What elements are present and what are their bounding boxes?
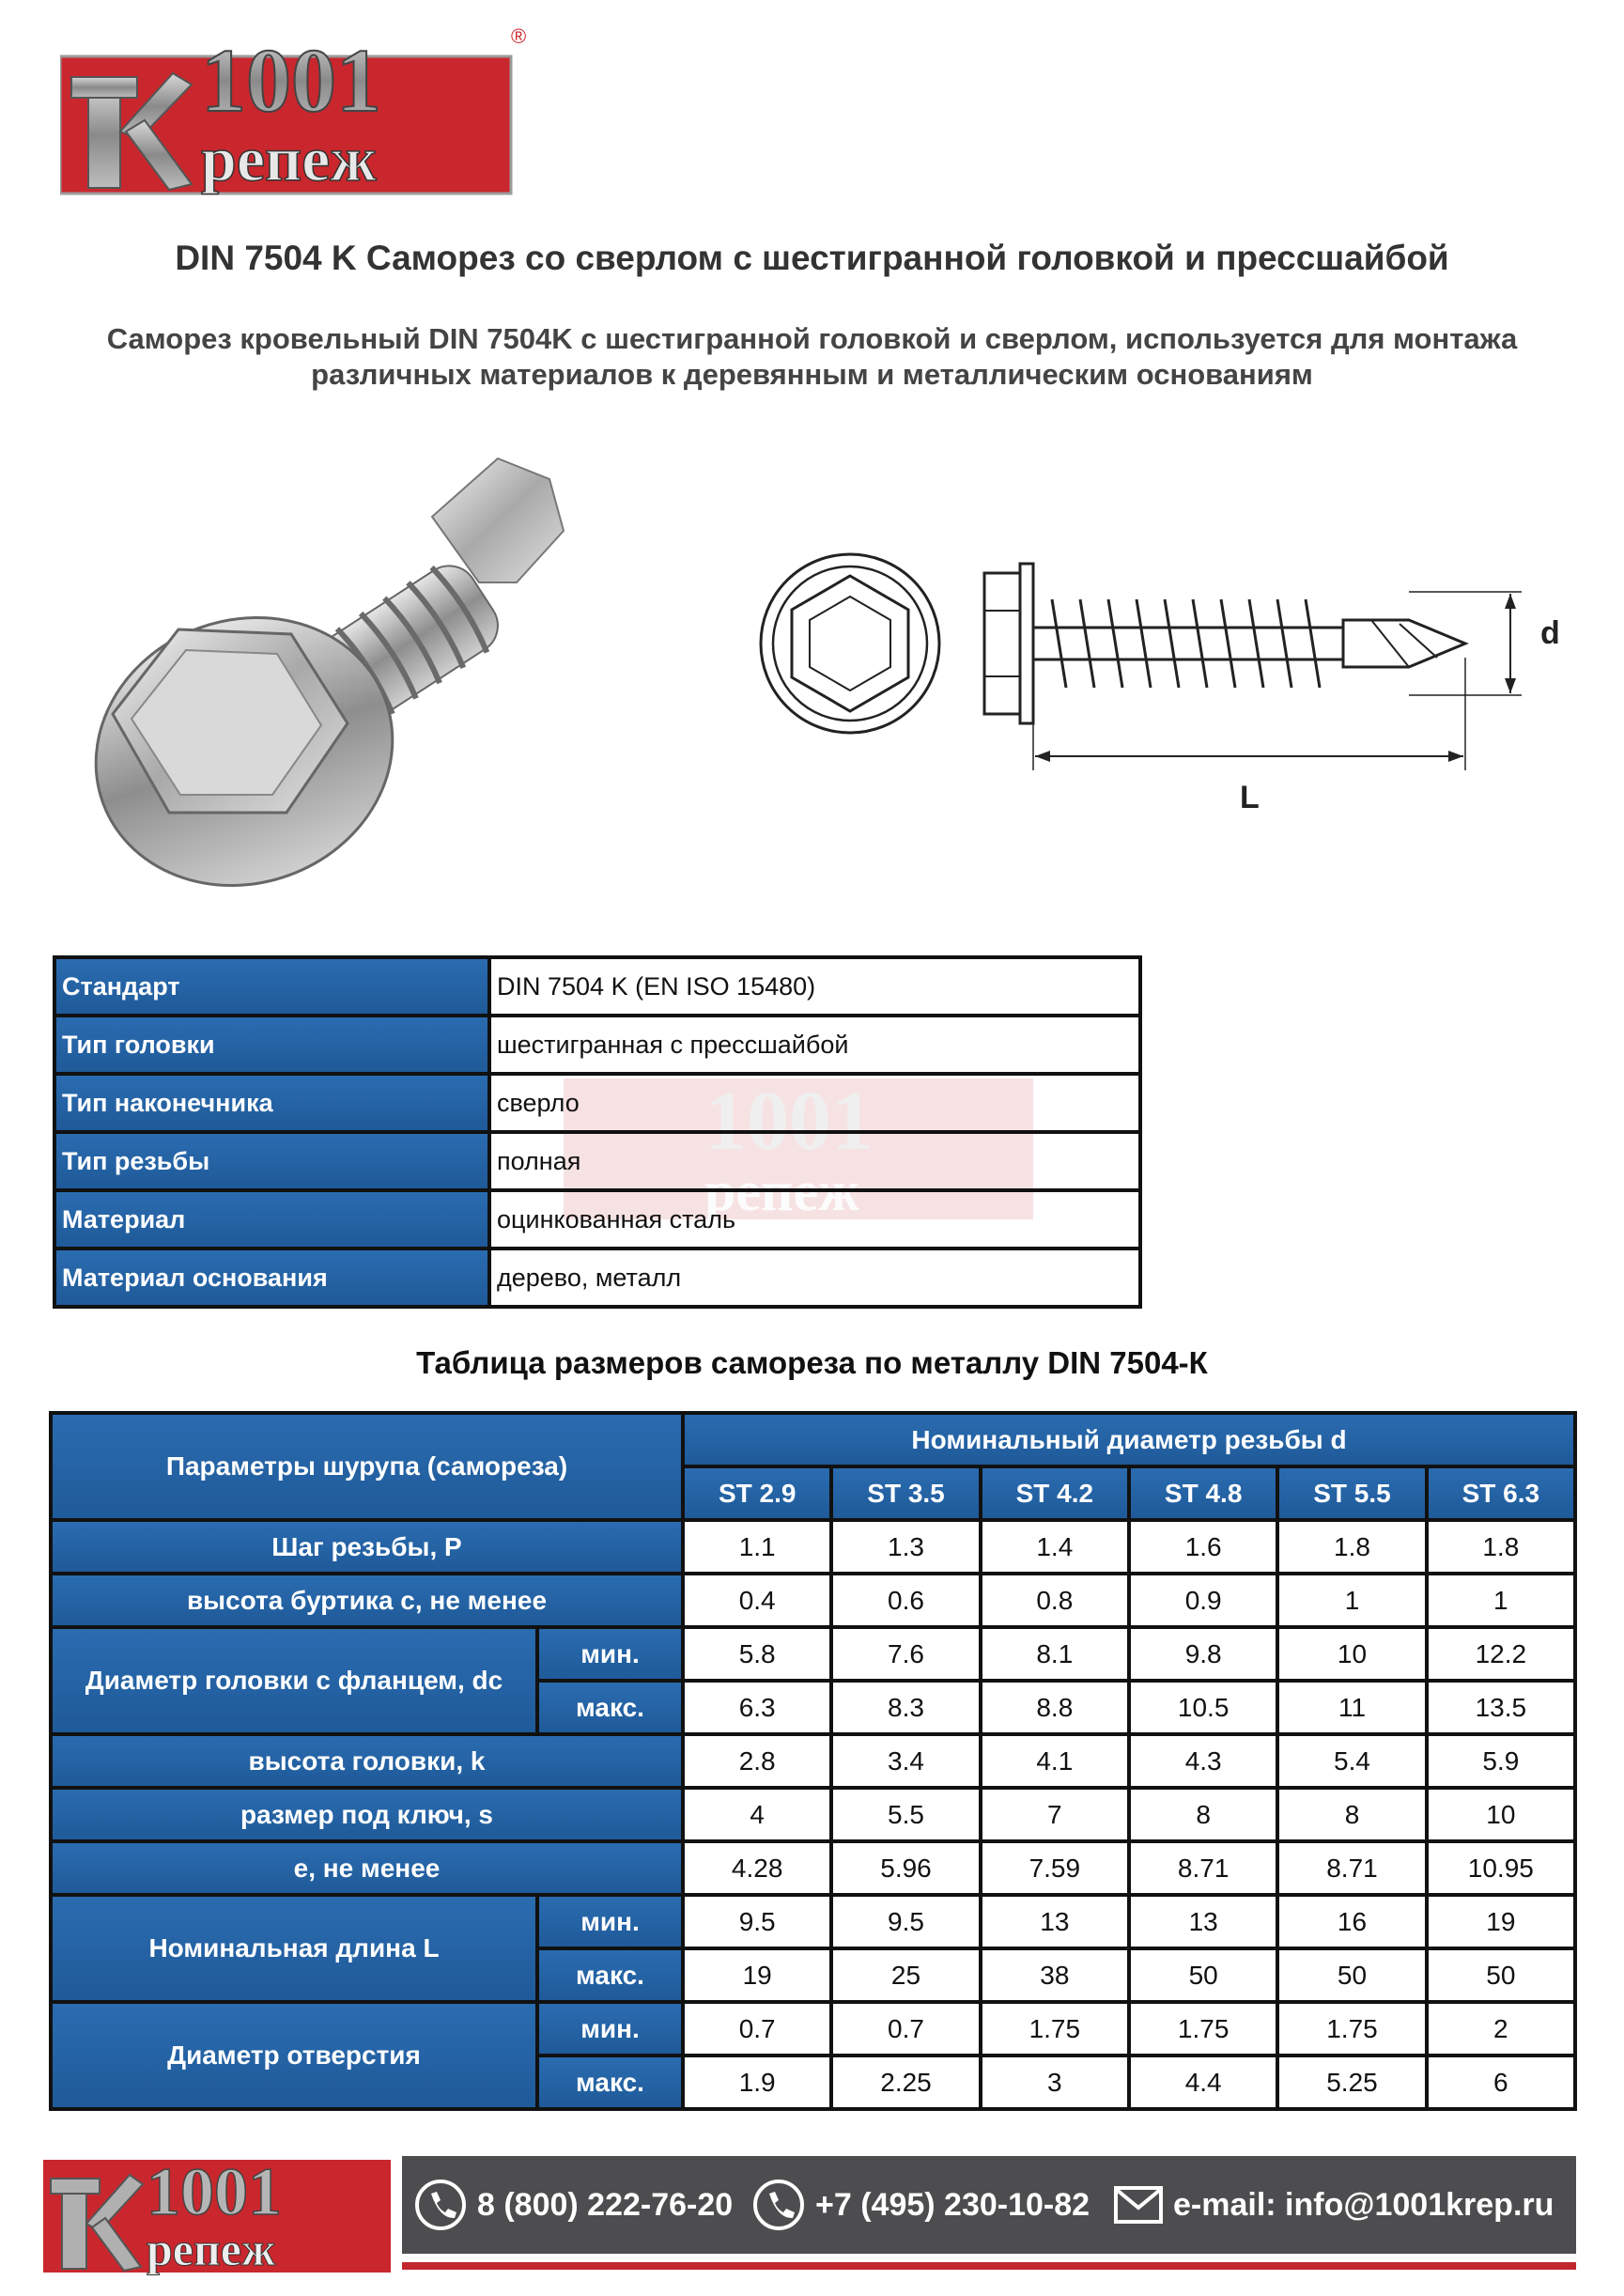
table-cell: 1.8 <box>1277 1520 1426 1574</box>
table-cell: 5.25 <box>1277 2056 1426 2109</box>
table-cell: 3.4 <box>831 1734 980 1788</box>
table-cell: 8.3 <box>831 1681 980 1734</box>
min-label: мин. <box>537 1895 683 1948</box>
column-header: ST 5.5 <box>1277 1466 1426 1520</box>
subtitle-line-2: различных материалов к деревянным и металлическим основаниям <box>311 358 1313 391</box>
technical-drawing <box>751 526 1597 827</box>
table-row <box>51 1574 1575 1627</box>
table-cell: 1 <box>1277 1574 1426 1627</box>
table-cell: 4.28 <box>683 1841 831 1895</box>
table-cell: 1.75 <box>981 2002 1129 2056</box>
min-label: мин. <box>537 2002 683 2056</box>
table-cell: 4.1 <box>981 1734 1129 1788</box>
property-value: оцинкованная сталь <box>489 1190 1140 1249</box>
footer-accent-line <box>402 2262 1576 2270</box>
property-key: Тип резьбы <box>54 1132 489 1190</box>
max-label: макс. <box>537 1948 683 2002</box>
table-cell: 0.8 <box>981 1574 1129 1627</box>
table-cell: 2 <box>1427 2002 1575 2056</box>
table-cell: 5.9 <box>1427 1734 1575 1788</box>
column-header: ST 4.2 <box>981 1466 1129 1520</box>
footer-logo-graphic <box>43 2147 391 2278</box>
table-cell: 38 <box>981 1948 1129 2002</box>
svg-text:репеж: репеж <box>147 2223 276 2275</box>
table-cell: 8.1 <box>981 1627 1129 1681</box>
table-cell: 11 <box>1277 1681 1426 1734</box>
table-row <box>54 1074 1140 1132</box>
column-header: ST 3.5 <box>831 1466 980 1520</box>
table-cell: 16 <box>1277 1895 1426 1948</box>
table-cell: 0.6 <box>831 1574 980 1627</box>
dimension-l-label: L <box>1240 780 1260 815</box>
table-cell: 0.7 <box>831 2002 980 2056</box>
table-row <box>51 1520 1575 1574</box>
table-cell: 50 <box>1277 1948 1426 2002</box>
table-cell: 4.4 <box>1129 2056 1277 2109</box>
table-header-row <box>51 1413 1575 1466</box>
table-cell: 10.5 <box>1129 1681 1277 1734</box>
table-cell: 5.96 <box>831 1841 980 1895</box>
table-cell: 5.5 <box>831 1788 980 1841</box>
property-value: дерево, металл <box>489 1249 1140 1307</box>
property-key: Тип головки <box>54 1016 489 1074</box>
row-label: Диаметр головки с фланцем, dc <box>51 1627 537 1734</box>
property-value: шестигранная с прессшайбой <box>489 1016 1140 1074</box>
envelope-icon <box>1113 2185 1164 2225</box>
diameter-header: Номинальный диаметр резьбы d <box>683 1413 1575 1466</box>
table-cell: 7.59 <box>981 1841 1129 1895</box>
washer-circle <box>761 554 939 733</box>
registered-mark: ® <box>511 26 527 48</box>
table-cell: 6 <box>1427 2056 1575 2109</box>
screw-photo <box>75 442 695 892</box>
table-cell: 9.5 <box>683 1895 831 1948</box>
properties-table <box>53 955 1142 1309</box>
top-logo <box>60 26 539 197</box>
table-cell: 2.8 <box>683 1734 831 1788</box>
table-row <box>54 957 1140 1016</box>
page-title: DIN 7504 K Саморез со сверлом с шестигранной головкой и прессшайбой <box>175 239 1449 277</box>
sizes-table <box>49 1411 1577 2111</box>
table-cell: 1.75 <box>1129 2002 1277 2056</box>
table-row <box>51 1627 1575 1681</box>
svg-text:1001: 1001 <box>147 2154 282 2229</box>
thread-lines <box>1052 599 1320 688</box>
table-cell: 10 <box>1427 1788 1575 1841</box>
table-row <box>54 1132 1140 1190</box>
table-cell: 8 <box>1129 1788 1277 1841</box>
row-label: размер под ключ, s <box>51 1788 683 1841</box>
footer-logo <box>43 2147 391 2278</box>
table-cell: 1.8 <box>1427 1520 1575 1574</box>
property-value: DIN 7504 K (EN ISO 15480) <box>489 957 1140 1016</box>
param-header: Параметры шурупа (самореза) <box>51 1413 683 1520</box>
row-label: Шаг резьбы, P <box>51 1520 683 1574</box>
property-key: Материал основания <box>54 1249 489 1307</box>
max-label: макс. <box>537 1681 683 1734</box>
table-cell: 10.95 <box>1427 1841 1575 1895</box>
table-cell: 9.8 <box>1129 1627 1277 1681</box>
dimension-d-label: d <box>1540 615 1560 651</box>
table-row <box>51 1841 1575 1895</box>
email-link[interactable] <box>1113 2179 1554 2231</box>
page-subtitle <box>75 321 1549 393</box>
table-cell: 6.3 <box>683 1681 831 1734</box>
property-key: Тип наконечника <box>54 1074 489 1132</box>
table-cell: 50 <box>1129 1948 1277 2002</box>
table-cell: 3 <box>981 2056 1129 2109</box>
row-label: высота головки, k <box>51 1734 683 1788</box>
table-cell: 5.8 <box>683 1627 831 1681</box>
table-row <box>54 1016 1140 1074</box>
email-text: e-mail: info@1001krep.ru <box>1173 2186 1554 2223</box>
table-cell: 13 <box>981 1895 1129 1948</box>
table-cell: 9.5 <box>831 1895 980 1948</box>
table-cell: 1.75 <box>1277 2002 1426 2056</box>
table-cell: 4.3 <box>1129 1734 1277 1788</box>
table-cell: 8.71 <box>1277 1841 1426 1895</box>
phone-icon <box>413 2178 468 2232</box>
table-cell: 8.8 <box>981 1681 1129 1734</box>
subtitle-line-1: Саморез кровельный DIN 7504K с шестигранной головкой и сверлом, используется для монтажа <box>106 322 1518 355</box>
table-row <box>51 2002 1575 2056</box>
table-cell: 1.4 <box>981 1520 1129 1574</box>
table-cell: 0.7 <box>683 2002 831 2056</box>
table-cell: 25 <box>831 1948 980 2002</box>
table-cell: 1.6 <box>1129 1520 1277 1574</box>
table-cell: 2.25 <box>831 2056 980 2109</box>
table-cell: 7.6 <box>831 1627 980 1681</box>
table-cell: 50 <box>1427 1948 1575 2002</box>
table-cell: 13.5 <box>1427 1681 1575 1734</box>
table-row <box>54 1190 1140 1249</box>
column-header: ST 2.9 <box>683 1466 831 1520</box>
sizes-table-title: Таблица размеров самореза по металлу DIN 7504-К <box>416 1345 1208 1380</box>
max-label: макс. <box>537 2056 683 2109</box>
row-label: e, не менее <box>51 1841 683 1895</box>
column-header: ST 4.8 <box>1129 1466 1277 1520</box>
table-row <box>51 1788 1575 1841</box>
table-cell: 0.4 <box>683 1574 831 1627</box>
logo-graphic <box>60 26 539 197</box>
table-cell: 8 <box>1277 1788 1426 1841</box>
phone-text-1: 8 (800) 222-76-20 <box>477 2186 734 2223</box>
phone-link-2[interactable] <box>751 2179 1090 2231</box>
table-cell: 13 <box>1129 1895 1277 1948</box>
table-cell: 0.9 <box>1129 1574 1277 1627</box>
svg-text:репеж: репеж <box>704 1160 859 1222</box>
svg-text:1001: 1001 <box>704 1075 874 1168</box>
phone-icon <box>751 2178 806 2232</box>
table-cell: 10 <box>1277 1627 1426 1681</box>
table-row <box>51 1734 1575 1788</box>
phone-text-2: +7 (495) 230-10-82 <box>815 2186 1090 2223</box>
table-cell: 1.3 <box>831 1520 980 1574</box>
table-cell: 4 <box>683 1788 831 1841</box>
column-header: ST 6.3 <box>1427 1466 1575 1520</box>
table-cell: 1.1 <box>683 1520 831 1574</box>
table-cell: 19 <box>683 1948 831 2002</box>
table-cell: 19 <box>1427 1895 1575 1948</box>
row-label: Номинальная длина L <box>51 1895 537 2002</box>
table-cell: 12.2 <box>1427 1627 1575 1681</box>
property-value: полная <box>489 1132 1140 1190</box>
table-row <box>54 1249 1140 1307</box>
property-value: сверло <box>489 1074 1140 1132</box>
table-cell: 1 <box>1427 1574 1575 1627</box>
table-row <box>51 1895 1575 1948</box>
row-label: Диаметр отверстия <box>51 2002 537 2109</box>
min-label: мин. <box>537 1627 683 1681</box>
property-key: Материал <box>54 1190 489 1249</box>
table-cell: 8.71 <box>1129 1841 1277 1895</box>
property-key: Стандарт <box>54 957 489 1016</box>
svg-text:репеж: репеж <box>201 123 377 194</box>
table-cell: 7 <box>981 1788 1129 1841</box>
row-label: высота буртика с, не менее <box>51 1574 683 1627</box>
table-cell: 5.4 <box>1277 1734 1426 1788</box>
table-cell: 1.9 <box>683 2056 831 2109</box>
phone-link-1[interactable] <box>413 2179 733 2231</box>
logo-number: 1001 <box>201 30 381 131</box>
